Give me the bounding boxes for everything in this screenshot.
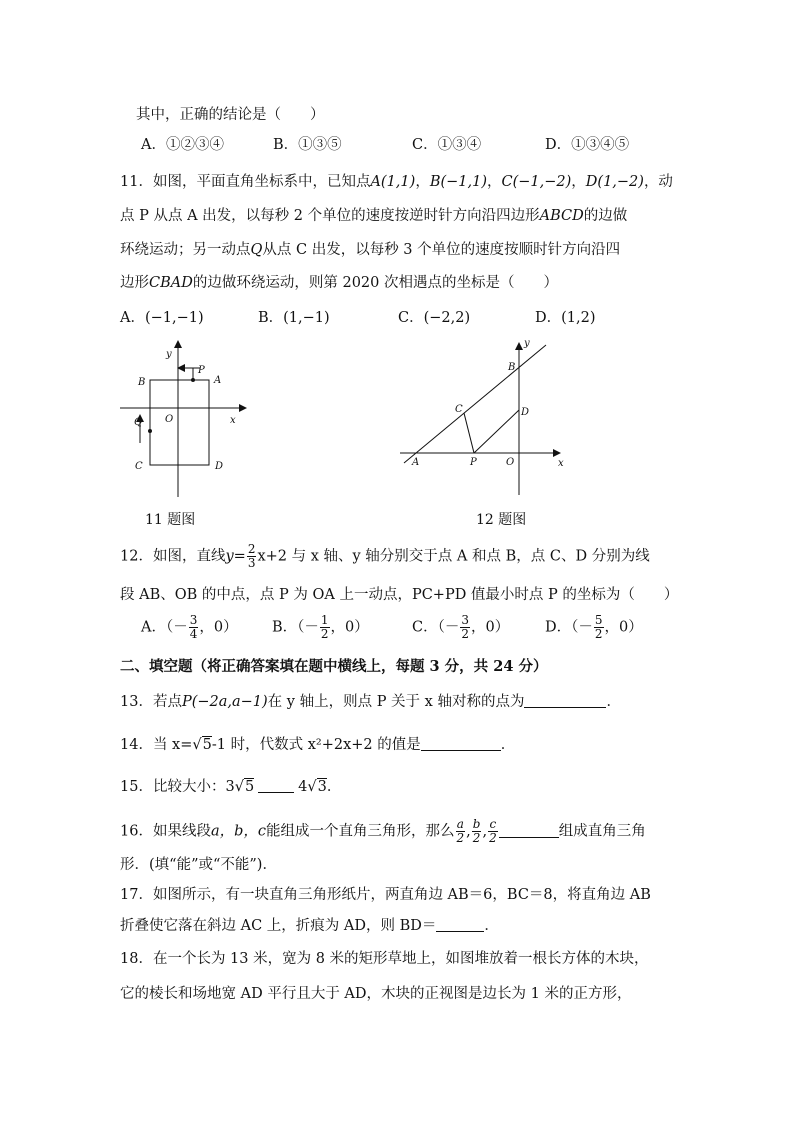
numerator: 2	[247, 542, 256, 556]
point-a-coord: A(1,1)	[370, 174, 416, 190]
q11-line-4	[120, 271, 558, 292]
label-y: y	[524, 338, 530, 349]
q16-text: 16．如果线段	[120, 823, 211, 840]
option-text: ，0）	[330, 619, 369, 636]
point-b-coord: B(−1,1)	[429, 174, 487, 190]
numerator: 1	[320, 613, 329, 627]
sqrt-sign: √	[234, 779, 244, 795]
q14-text: ．	[500, 737, 516, 753]
numerator: 3	[189, 613, 198, 627]
q11-line-1: 11．如图，平面直角坐标系中，已知点A(1,1)，B(−1,1)，C(−1,−2)，D(1,−2)，动	[120, 174, 673, 190]
numerator: b	[472, 817, 481, 831]
q15-text: 15．比较大小：3	[120, 779, 235, 795]
label-a: A	[214, 375, 222, 386]
figure-12	[396, 335, 571, 500]
fraction-b-half	[472, 818, 482, 845]
point-c-coord: C(−1,−2)	[501, 174, 572, 190]
q10-option-a: A．①②③④	[141, 137, 224, 153]
q17-text: ．	[484, 918, 499, 934]
q11-option-d: D．(1,2)	[535, 310, 596, 326]
q11-option-a: A．(−1,−1)	[120, 310, 204, 326]
q10-option-d: D．①③④⑤	[545, 137, 630, 153]
denominator: 2	[472, 831, 481, 845]
sqrt-sign: √	[192, 737, 202, 753]
rectangle-abcd	[150, 380, 209, 465]
q10-question-tail: 其中，正确的结论是（ ）	[136, 107, 325, 123]
quad-cbad: CBAD	[149, 275, 193, 291]
radicand: 5	[202, 737, 212, 753]
q12-option-a	[141, 614, 238, 641]
q10-option-b: B．①③⑤	[273, 137, 342, 153]
q11-option-c: C．(−2,2)	[398, 310, 471, 326]
numerator: 3	[461, 613, 469, 627]
q11-text: 的边做	[583, 208, 628, 224]
label-o: O	[506, 457, 515, 468]
q14-text: 14．当 x=	[120, 737, 193, 753]
label-d: D	[215, 461, 224, 472]
option-fraction	[460, 614, 470, 641]
q11-option-b: B．(1,−1)	[258, 310, 330, 326]
sqrt-sign: √	[307, 779, 317, 795]
denominator: 3	[247, 556, 256, 570]
answer-blank[interactable]	[258, 778, 294, 794]
q17-line-1: 17．如图所示，有一块直角三角形纸片，两直角边 AB＝6，BC＝8，将直角边 AB	[120, 887, 651, 903]
label-q: Q	[134, 417, 143, 428]
section-heading: 二、填空题（将正确答案填在题中横线上，每题 3 分，共 24 分）	[120, 658, 548, 675]
label-x: x	[230, 415, 236, 426]
numerator: a	[456, 817, 464, 831]
q17-text: 折叠使它落在斜边 AC 上，折痕为 AD，则 BD＝	[120, 918, 437, 934]
q13-text: 在 y 轴上，则点 P 关于 x 轴对称的点为	[267, 694, 525, 710]
q16-line-1: 16．如果线段a，b，c能组成一个直角三角形，那么 $\frac{a}{2}$ , $\frac{b}{2}$ , $\frac{c}{2}$ 组成直角三角	[120, 817, 646, 845]
segment-vars: a，b，c	[210, 823, 267, 840]
q12-text: 12．如图，直线	[120, 548, 226, 565]
label-p: P	[198, 365, 205, 376]
label-b: B	[508, 362, 516, 373]
q14-text: -1 时，代数式 x²+2x+2 的值是	[211, 737, 421, 753]
label-c: C	[455, 404, 463, 415]
q15-text: 4	[298, 779, 308, 795]
q11-text: 环绕运动；另一动点	[120, 242, 251, 258]
option-text: B．（－	[272, 619, 319, 636]
label-d: D	[521, 407, 530, 418]
point-p-expr: P(−2a,a−1)	[181, 694, 268, 710]
q10-option-c: C．①③④	[412, 137, 482, 153]
numerator: c	[489, 817, 497, 831]
q11-text: 的边做环绕运动，则第 2020 次相遇点的坐标是（ ）	[192, 275, 558, 291]
denominator: 4	[189, 627, 198, 641]
radicand: 3	[317, 779, 327, 795]
option-text: A．（－	[141, 619, 188, 636]
segment-pd	[474, 410, 519, 453]
point-q	[148, 429, 152, 433]
q13-text: 13．若点	[120, 694, 182, 710]
q18-line-1: 18．在一个长为 13 米，宽为 8 米的矩形草地上，如图堆放着一根长方体的木块，	[120, 951, 649, 967]
label-a: A	[412, 457, 420, 468]
q16-text: 能组成一个直角三角形，那么	[266, 823, 455, 840]
fraction-a-half	[456, 818, 466, 845]
segment-pc	[464, 413, 474, 453]
q12-line-1	[120, 543, 650, 570]
option-fraction	[320, 614, 330, 641]
q11-text: 点 P 从点 A 出发，以每秒 2 个单位的速度按逆时针方向沿四边形	[120, 208, 540, 224]
q16-text: 组成直角三角	[558, 823, 646, 840]
q11-text: 11．如图，平面直角坐标系中，已知点	[120, 174, 371, 190]
denominator: 2	[489, 831, 497, 845]
option-fraction	[189, 614, 199, 641]
answer-blank[interactable]	[436, 917, 484, 933]
option-text: C．（－	[412, 619, 460, 636]
label-y: y	[166, 349, 172, 360]
q15	[120, 775, 341, 796]
line-ab	[404, 345, 546, 463]
option-text: ，0）	[471, 619, 510, 636]
var-y: y	[225, 548, 234, 565]
denominator: 2	[320, 627, 329, 641]
answer-blank[interactable]	[524, 693, 606, 709]
q18-line-2: 它的棱长和场地宽 AD 平行且大于 AD，木块的正视图是边长为 1 米的正方形，	[120, 986, 632, 1002]
fraction-c-half	[488, 818, 498, 845]
label-b: B	[138, 377, 146, 388]
label-x: x	[558, 458, 564, 469]
q12-option-b	[272, 614, 369, 641]
figure-12-caption: 12 题图	[476, 512, 527, 528]
label-o: O	[165, 414, 174, 425]
q16-line-2: 形．(填“能”或“不能”)．	[120, 857, 277, 873]
q13	[120, 690, 621, 711]
q11-text: 从点 C 出发，以每秒 3 个单位的速度按顺时针方向沿四	[262, 242, 621, 258]
q11-text: ，动	[643, 174, 673, 190]
denominator: 2	[456, 831, 465, 845]
denominator: 2	[461, 627, 469, 641]
label-p: P	[470, 457, 477, 468]
q12-text: x+2 与 x 轴、y 轴分别交于点 A 和点 B，点 C、D 分别为线	[257, 548, 650, 565]
point-d-coord: D(1,−2)	[585, 174, 644, 190]
quad-abcd: ABCD	[539, 208, 584, 224]
option-text: ，0）	[604, 619, 643, 636]
q12-option-c	[412, 614, 509, 641]
q13-text: ．	[606, 694, 621, 710]
figure-11-caption: 11 题图	[145, 512, 196, 528]
q11-line-3	[120, 238, 620, 259]
radicand: 5	[244, 779, 255, 795]
q17-line-2	[120, 914, 499, 935]
point-p	[191, 378, 195, 382]
q12-line-2: 段 AB、OB 的中点，点 P 为 OA 上一动点，PC+PD 值最小时点 P 的坐标为（ ）	[120, 587, 679, 603]
q11-line-2	[120, 204, 627, 225]
figure-11	[118, 335, 253, 500]
q11-text: 边形	[120, 275, 149, 291]
numerator: 5	[594, 613, 603, 627]
q12-option-d	[545, 614, 643, 641]
label-c: C	[135, 461, 143, 472]
answer-blank[interactable]	[421, 736, 501, 752]
q15-text: ．	[326, 779, 342, 795]
denominator: 2	[594, 627, 603, 641]
option-text: D．（－	[545, 619, 593, 636]
answer-blank[interactable]	[499, 822, 559, 838]
option-text: ，0）	[199, 619, 238, 636]
slope-fraction	[247, 543, 257, 570]
q14	[120, 733, 515, 754]
option-fraction	[594, 614, 604, 641]
point-q: Q	[250, 242, 263, 258]
equals: =	[233, 548, 246, 565]
